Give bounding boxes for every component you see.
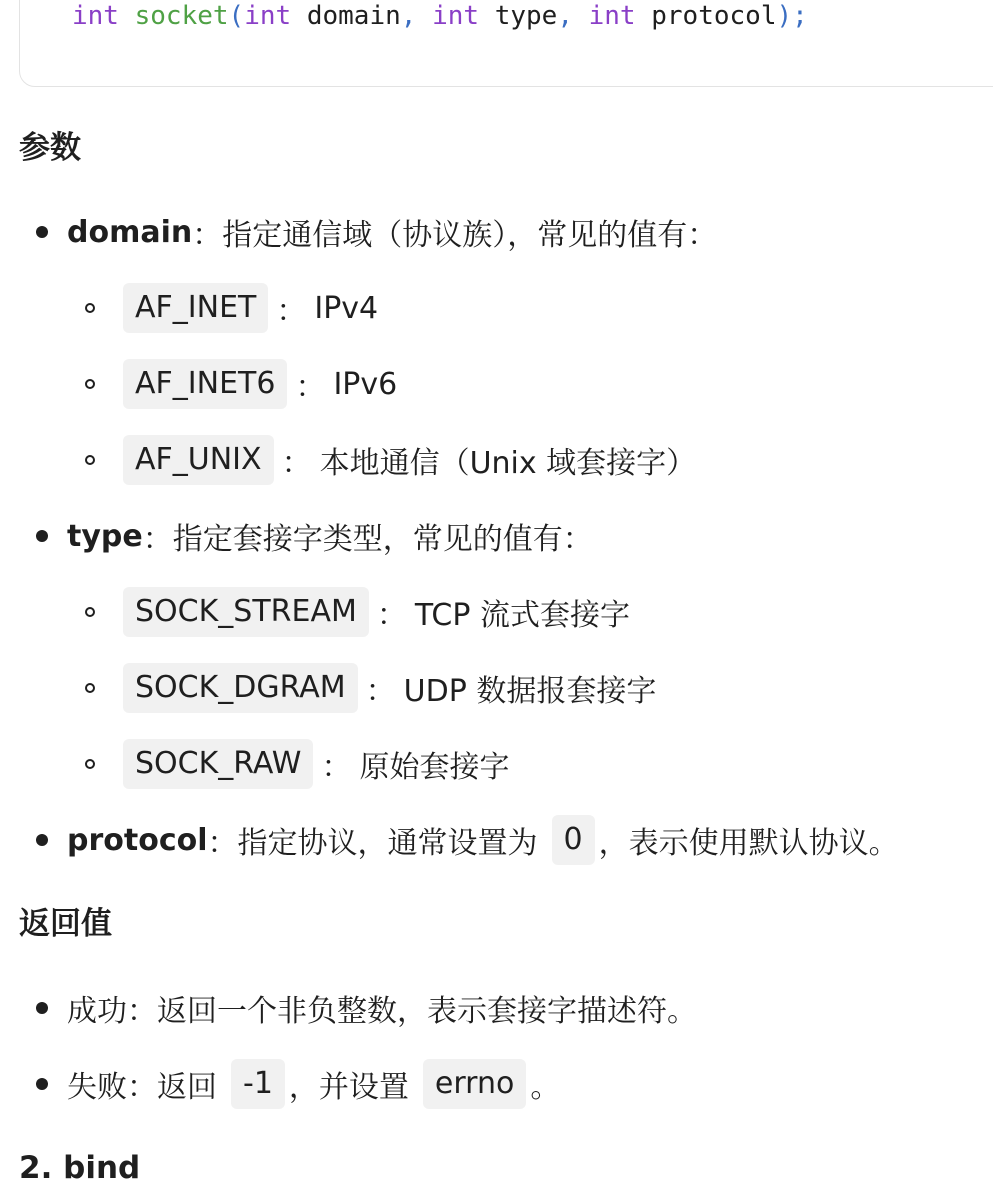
term-protocol: protocol [67,822,208,858]
description: IPv4 [314,290,379,326]
description: ，并设置 [288,1070,409,1105]
separator: ： [365,674,396,709]
return-heading: 返回值 [19,906,112,942]
list-item-content [67,986,697,1030]
code-keyword: int [72,1,119,31]
hollow-bullet-icon [85,759,95,769]
code-punct: ); [776,1,808,31]
list-item-content [123,739,509,789]
list-item-content [67,815,899,865]
inline-code: SOCK_RAW [123,739,313,789]
separator: ： [321,750,352,785]
code-function-name: socket [134,1,229,31]
code-punct: ( [228,1,245,31]
description: IPv6 [333,366,398,402]
description: 。 [530,1070,561,1105]
code-param: domain [306,1,401,31]
list-item-content [123,359,397,409]
code-block [19,0,993,87]
description: TCP 流式套接字 [414,598,631,633]
list-item-content [123,435,696,485]
separator: ： [376,598,407,633]
hollow-bullet-icon [85,607,95,617]
separator: ： [281,446,312,481]
list-item-content [67,1059,560,1109]
next-section-heading: 2. bind [19,1150,141,1186]
description: ：指定协议，通常设置为 [207,826,538,861]
inline-code: SOCK_STREAM [123,587,369,637]
separator: ： [276,294,307,329]
list-item-content [67,210,717,254]
list-item-content [123,663,656,713]
bullet-icon [36,1078,48,1090]
separator: ： [295,370,326,405]
bullet-icon [36,226,48,238]
term-domain: domain [67,214,193,250]
inline-code: 0 [552,815,595,865]
description: ：指定套接字类型，常见的值有： [142,522,593,557]
code-param: type [494,1,558,31]
description: ，表示使用默认协议。 [598,826,899,861]
hollow-bullet-icon [85,683,95,693]
inline-code: SOCK_DGRAM [123,663,358,713]
code-line [72,1,808,31]
hollow-bullet-icon [85,455,95,465]
description: ：指定通信域（协议族），常见的值有： [192,218,718,253]
inline-code: AF_INET [123,283,268,333]
bullet-icon [36,834,48,846]
code-keyword: int [588,1,636,31]
code-keyword: int [244,1,292,31]
list-item-content [67,514,593,558]
term-type: type [67,518,143,554]
description: 失败：返回 [67,1070,217,1105]
code-keyword: int [432,1,480,31]
hollow-bullet-icon [85,379,95,389]
inline-code: errno [423,1059,526,1109]
inline-code: AF_UNIX [123,435,274,485]
hollow-bullet-icon [85,303,95,313]
description: 原始套接字 [359,750,510,785]
params-heading: 参数 [19,130,81,166]
inline-code: -1 [231,1059,285,1109]
bullet-icon [36,530,48,542]
list-item-content [123,283,378,333]
bullet-icon [36,1002,48,1014]
code-param: protocol [651,1,777,31]
description: 本地通信（Unix 域套接字） [319,446,697,481]
code-punct: , [557,1,573,31]
code-punct: , [400,1,417,31]
inline-code: AF_INET6 [123,359,287,409]
description: UDP 数据报套接字 [403,674,657,709]
description: 成功：返回一个非负整数，表示套接字描述符。 [67,994,697,1029]
list-item-content [123,587,630,637]
